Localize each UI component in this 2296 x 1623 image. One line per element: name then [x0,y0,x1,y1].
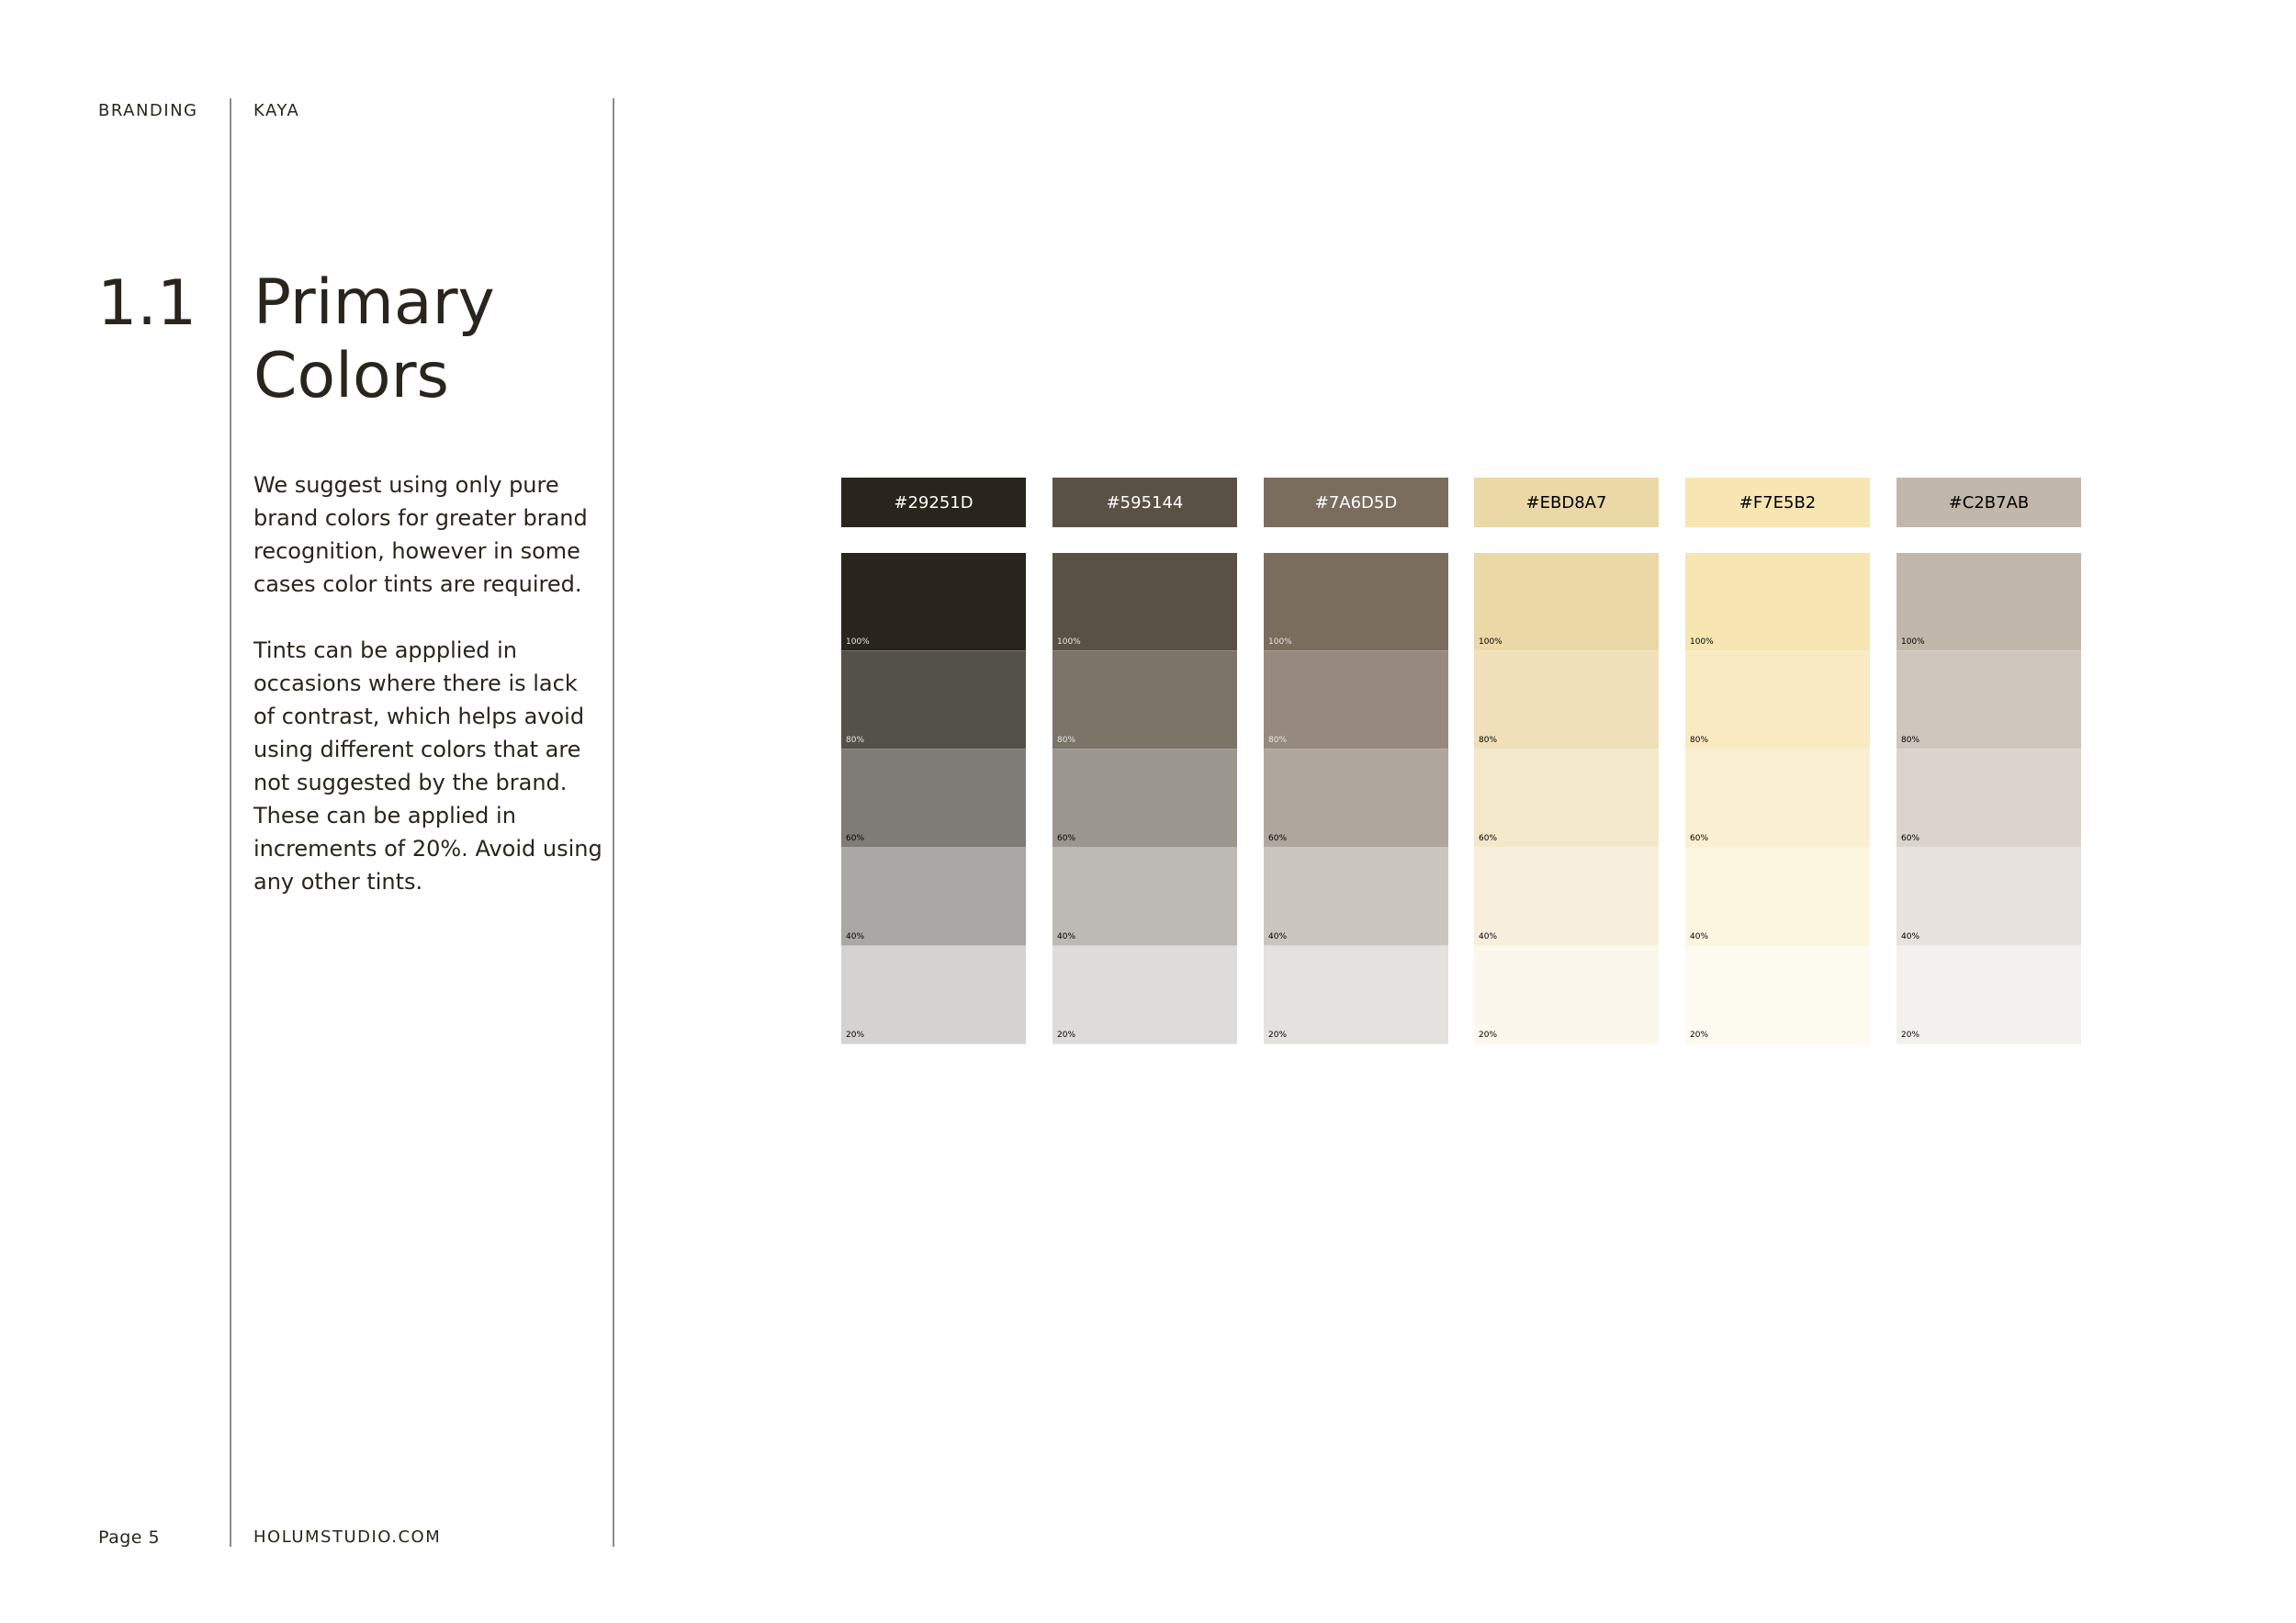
tint-swatch [1896,946,2081,1044]
tint-label: 40% [1268,932,1288,941]
tint-swatch [1264,553,1448,651]
tint-label: 80% [1479,736,1498,745]
tint-stack [841,553,1026,1044]
tint-label: 100% [1690,637,1714,647]
hex-chip: #595144 [1052,478,1237,527]
tint-label: 40% [1901,932,1920,941]
tint-label: 60% [1901,834,1920,843]
tint-label: 20% [846,1031,865,1040]
right-divider-line [613,98,614,1547]
color-column [1264,478,1448,1044]
tint-label: 20% [1268,1031,1288,1040]
tint-stack [1264,553,1448,1044]
tint-swatch [1685,553,1870,651]
tint-label: 60% [1268,834,1288,843]
tint-swatch [1264,946,1448,1044]
tint-swatch [1052,553,1237,651]
tint-label: 20% [1901,1031,1920,1040]
tint-swatch [1264,651,1448,750]
tint-swatch [841,848,1026,946]
footer-url: HOLUMSTUDIO.COM [253,1527,442,1547]
color-column [841,478,1026,1044]
tint-swatch [1052,946,1237,1044]
tint-label: 60% [1690,834,1709,843]
tint-label: 100% [1268,637,1292,647]
tint-swatch [1896,848,2081,946]
tint-swatch [841,946,1026,1044]
tint-label: 80% [1690,736,1709,745]
color-column [1052,478,1237,1044]
tint-label: 20% [1057,1031,1076,1040]
tint-label: 100% [846,637,870,647]
tint-swatch [841,553,1026,651]
tint-stack [1052,553,1237,1044]
tint-label: 60% [1057,834,1076,843]
tint-swatch [1896,553,2081,651]
tint-swatch [1052,651,1237,750]
tint-swatch [1052,750,1237,848]
tint-stack [1474,553,1659,1044]
tint-label: 100% [1901,637,1925,647]
tint-swatch [1896,651,2081,750]
section-label: BRANDING [98,101,198,120]
tint-swatch [1685,651,1870,750]
tint-swatch [1685,946,1870,1044]
tint-swatch [1896,750,2081,848]
tint-swatch [1474,651,1659,750]
tint-label: 100% [1479,637,1503,647]
hex-chip: #EBD8A7 [1474,478,1659,527]
tint-label: 40% [1690,932,1709,941]
hex-chip: #C2B7AB [1896,478,2081,527]
tint-swatch [1474,553,1659,651]
tint-label: 100% [1057,637,1081,647]
tint-swatch [1474,750,1659,848]
tint-stack [1896,553,2081,1044]
tint-swatch [1685,750,1870,848]
tint-label: 20% [1690,1031,1709,1040]
tint-stack [1685,553,1870,1044]
tint-label: 60% [846,834,865,843]
color-column [1896,478,2081,1044]
tint-label: 60% [1479,834,1498,843]
page-number: Page 5 [98,1527,161,1548]
tint-label: 40% [846,932,865,941]
page-title: Primary Colors [253,266,495,412]
hex-chip: #29251D [841,478,1026,527]
tint-label: 20% [1479,1031,1498,1040]
tint-swatch [1264,750,1448,848]
tints-paragraph: Tints can be appplied in occasions where there is lack of contrast, which helps avoid using different colors that are not suggested by the brand. These can be applied in increments of 20%. Avoid using any other tints. [253,637,602,895]
tint-label: 80% [1268,736,1288,745]
hex-chip: #F7E5B2 [1685,478,1870,527]
intro-paragraph: We suggest using only pure brand colors for greater brand recognition, however in some cases color tints are required. [253,472,588,597]
tint-swatch [1052,848,1237,946]
tint-swatch [1264,848,1448,946]
tint-label: 80% [1057,736,1076,745]
left-divider-line [230,98,231,1547]
color-column [1474,478,1659,1044]
tint-swatch [1474,946,1659,1044]
section-number: 1.1 [97,267,197,340]
brand-name: KAYA [253,101,300,120]
tint-swatch [841,750,1026,848]
tint-label: 40% [1479,932,1498,941]
tint-swatch [1474,848,1659,946]
hex-chip: #7A6D5D [1264,478,1448,527]
color-column [1685,478,1870,1044]
tint-label: 80% [846,736,865,745]
tint-label: 80% [1901,736,1920,745]
tint-label: 40% [1057,932,1076,941]
tint-swatch [841,651,1026,750]
tint-swatch [1685,848,1870,946]
